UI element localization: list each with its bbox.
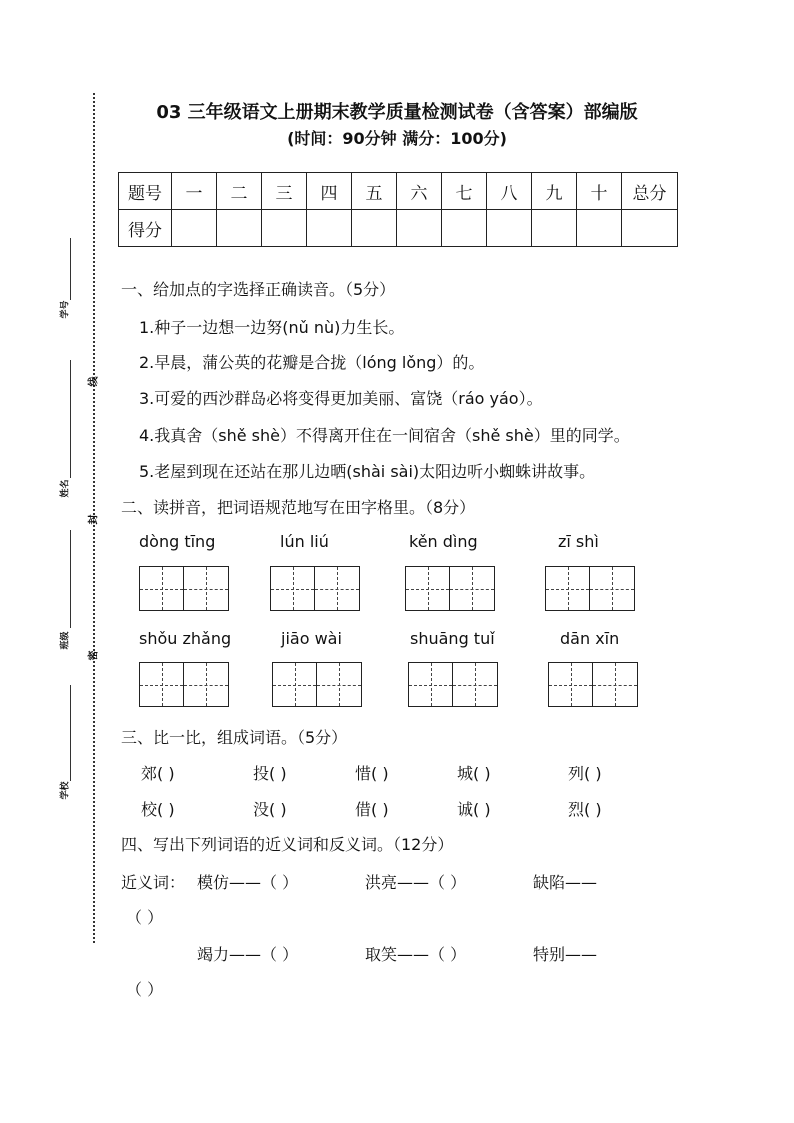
writing-grid[interactable] — [408, 662, 498, 707]
grid-cell[interactable] — [548, 662, 593, 707]
compare-word: 惜( ) — [355, 764, 389, 783]
pinyin-label: zī shì — [558, 532, 599, 551]
page-title: 03 三年级语文上册期末教学质量检测试卷（含答案）部编版 — [156, 102, 638, 123]
score-table-score-row — [119, 210, 678, 247]
score-header-cell: 六 — [397, 173, 442, 210]
writing-grid[interactable] — [139, 566, 229, 611]
section1-heading: 一、给加点的字选择正确读音。（5分） — [121, 280, 396, 299]
score-row-label: 得分 — [119, 210, 172, 247]
compare-word: 投( ) — [253, 764, 287, 783]
score-cell[interactable] — [307, 210, 352, 247]
pinyin-label: kěn dìng — [409, 532, 478, 551]
page-subtitle: (时间：90分钟 满分：100分) — [287, 129, 507, 148]
pinyin-label: jiāo wài — [281, 629, 342, 648]
binding-char-seal: 封 — [88, 514, 100, 525]
score-table — [118, 172, 678, 247]
score-header-cell: 七 — [442, 173, 487, 210]
compare-word: 郊( ) — [141, 764, 175, 783]
binding-char-line: 线 — [88, 376, 100, 387]
score-cell[interactable] — [442, 210, 487, 247]
score-header-cell: 五 — [352, 173, 397, 210]
grid-cell[interactable] — [590, 566, 635, 611]
grid-cell[interactable] — [317, 662, 362, 707]
score-cell[interactable] — [622, 210, 678, 247]
synonym-item: 缺陷—— — [533, 873, 598, 892]
pinyin-label: lún liú — [280, 532, 329, 551]
compare-word: 校( ) — [141, 800, 175, 819]
grid-cell[interactable] — [139, 566, 184, 611]
score-cell[interactable] — [172, 210, 217, 247]
binding-label-student-id: 学号 — [60, 300, 71, 319]
score-cell[interactable] — [487, 210, 532, 247]
score-cell[interactable] — [217, 210, 262, 247]
writing-grid[interactable] — [545, 566, 635, 611]
section1-item-4: 4.我真舍（shě shè）不得离开住在一间宿舍（shě shè）里的同学。 — [139, 426, 630, 445]
score-header-cell: 二 — [217, 173, 262, 210]
score-cell[interactable] — [532, 210, 577, 247]
grid-cell[interactable] — [184, 566, 229, 611]
score-header-cell: 题号 — [119, 173, 172, 210]
grid-cell[interactable] — [184, 662, 229, 707]
pinyin-label: dān xīn — [560, 629, 620, 648]
section1-item-3: 3.可爱的西沙群岛必将变得更加美丽、富饶（ráo yáo）。 — [139, 389, 543, 408]
binding-label-school: 学校 — [60, 781, 71, 800]
grid-cell[interactable] — [593, 662, 638, 707]
score-header-cell: 总分 — [622, 173, 678, 210]
compare-word: 列( ) — [568, 764, 602, 783]
score-header-cell: 四 — [307, 173, 352, 210]
score-header-cell: 八 — [487, 173, 532, 210]
compare-word: 烈( ) — [568, 800, 602, 819]
binding-label-class: 班级 — [60, 631, 71, 650]
score-cell[interactable] — [262, 210, 307, 247]
score-header-cell: 九 — [532, 173, 577, 210]
pinyin-label: shuāng tuǐ — [410, 629, 495, 648]
score-table-header-row — [119, 173, 678, 210]
synonym-item-wrap: （ ） — [126, 908, 164, 927]
grid-cell[interactable] — [450, 566, 495, 611]
section3-heading: 三、比一比，组成词语。（5分） — [121, 728, 348, 747]
compare-word: 诚( ) — [457, 800, 491, 819]
score-cell[interactable] — [397, 210, 442, 247]
score-header-cell: 十 — [577, 173, 622, 210]
grid-cell[interactable] — [272, 662, 317, 707]
grid-cell[interactable] — [270, 566, 315, 611]
score-header-cell: 一 — [172, 173, 217, 210]
grid-cell[interactable] — [405, 566, 450, 611]
writing-grid[interactable] — [139, 662, 229, 707]
writing-grid[interactable] — [272, 662, 362, 707]
synonym-item: 模仿——（ ） — [197, 873, 299, 892]
score-header-cell: 三 — [262, 173, 307, 210]
writing-grid[interactable] — [270, 566, 360, 611]
binding-blank-student-id — [70, 238, 71, 300]
antonym-item: 特别—— — [533, 945, 598, 964]
antonym-item: 竭力——（ ） — [197, 945, 299, 964]
section1-item-2: 2.早晨，蒲公英的花瓣是合拢（lóng lǒng）的。 — [139, 353, 485, 372]
section1-item-5: 5.老屋到现在还站在那儿边晒(shài sài)太阳边听小蜘蛛讲故事。 — [139, 462, 596, 481]
grid-cell[interactable] — [139, 662, 184, 707]
pinyin-label: shǒu zhǎng — [139, 629, 232, 648]
compare-word: 没( ) — [253, 800, 287, 819]
grid-cell[interactable] — [453, 662, 498, 707]
binding-blank-name — [70, 360, 71, 478]
grid-cell[interactable] — [315, 566, 360, 611]
score-cell[interactable] — [577, 210, 622, 247]
synonyms-label: 近义词： — [121, 873, 186, 892]
section4-heading: 四、写出下列词语的近义词和反义词。（12分） — [121, 835, 454, 854]
section1-item-1: 1.种子一边想一边努(nǔ nù)力生长。 — [139, 318, 405, 337]
binding-char-secret: 密 — [88, 650, 100, 661]
binding-label-name: 姓名 — [60, 479, 71, 498]
compare-word: 借( ) — [355, 800, 389, 819]
writing-grid[interactable] — [405, 566, 495, 611]
synonym-item: 洪亮——（ ） — [365, 873, 467, 892]
score-cell[interactable] — [352, 210, 397, 247]
antonym-item-wrap: （ ） — [126, 980, 164, 999]
binding-blank-school — [70, 685, 71, 781]
writing-grid[interactable] — [548, 662, 638, 707]
compare-word: 城( ) — [457, 764, 491, 783]
binding-blank-class — [70, 530, 71, 628]
grid-cell[interactable] — [408, 662, 453, 707]
antonym-item: 取笑——（ ） — [365, 945, 467, 964]
pinyin-label: dòng tīng — [139, 532, 216, 551]
grid-cell[interactable] — [545, 566, 590, 611]
section2-heading: 二、读拼音，把词语规范地写在田字格里。（8分） — [121, 498, 476, 517]
